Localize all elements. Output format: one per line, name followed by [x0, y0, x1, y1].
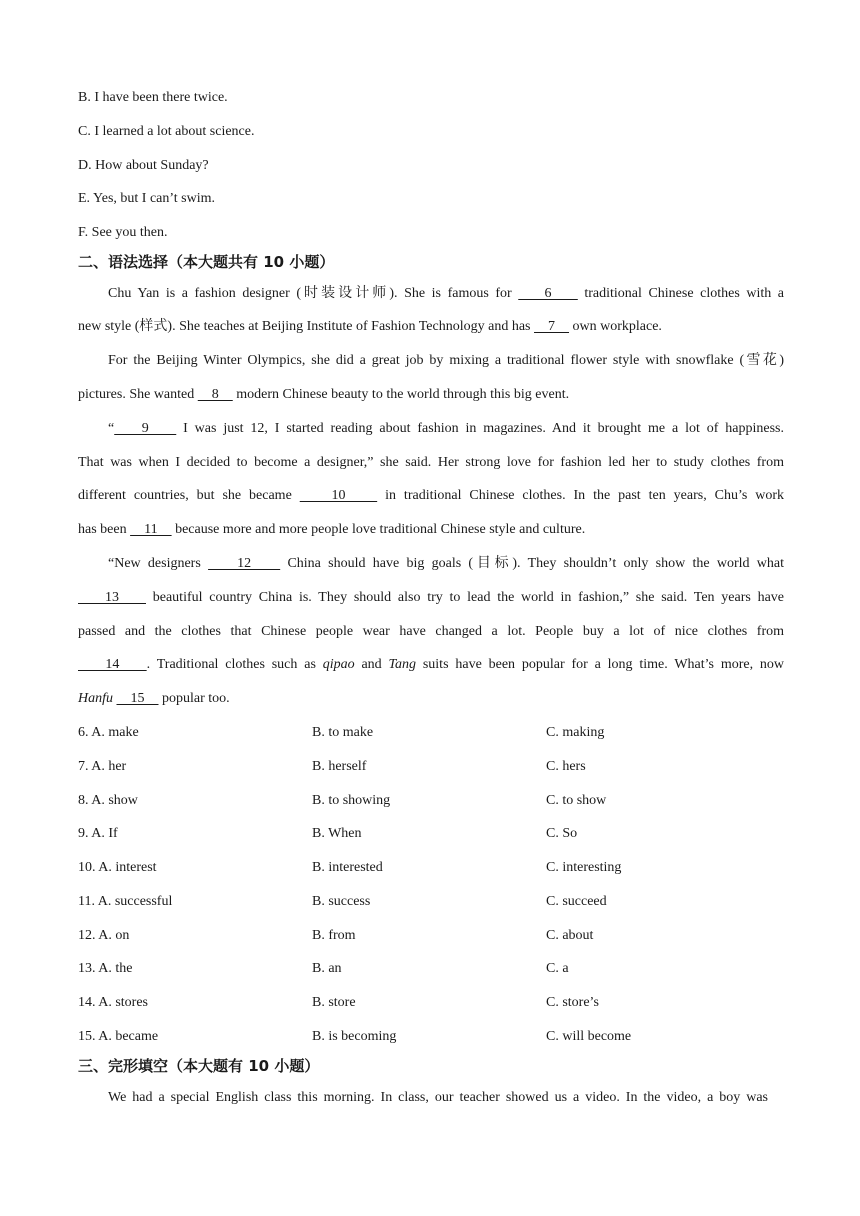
paragraph-line: That was when I decided to become a designer,” she said. Her strong love for fashion led her to study clothes from [78, 455, 784, 470]
paragraph-line: has been 11 because more and more people love traditional Chinese style and culture. [78, 522, 586, 537]
blank-9: 9 [114, 421, 177, 436]
option-a: 12. A. on [78, 928, 130, 943]
paragraph-line: 13 beautiful country China is. They should also try to lead the world in fashion,” she said. Ten years have [78, 590, 785, 605]
option-a: 9. A. If [78, 826, 118, 841]
paragraph-line: For the Beijing Winter Olympics, she did a great job by mixing a traditional flower style with snowflake (雪花) [108, 353, 784, 368]
option-a: 10. A. interest [78, 860, 157, 875]
blank-15: 15 [116, 691, 159, 706]
option-d: D. How about Sunday? [78, 158, 209, 173]
option-a: 13. A. the [78, 961, 133, 976]
paragraph-line: Chu Yan is a fashion designer (时装设计师). She is famous for 6 traditional Chinese clothes with a [108, 286, 785, 301]
paragraph-line: passed and the clothes that Chinese people wear have changed a lot. People buy a lot of nice clothes from [78, 624, 784, 639]
option-b: B. is becoming [312, 1029, 397, 1044]
paragraph-line: new style (样式). She teaches at Beijing Institute of Fashion Technology and has 7 own workplace. [78, 319, 662, 334]
option-a: 11. A. successful [78, 894, 173, 909]
blank-14: 14 [78, 657, 147, 672]
option-e: E. Yes, but I can’t swim. [78, 191, 216, 206]
option-a: 7. A. her [78, 759, 127, 774]
blank-7: 7 [534, 319, 570, 334]
section3-heading: 三、完形填空（本大题有 10 小题） [78, 1057, 320, 1075]
option-c: C. will become [546, 1029, 632, 1044]
option-c: C. store’s [546, 995, 599, 1010]
option-a: 15. A. became [78, 1029, 159, 1044]
option-b: B. from [312, 928, 356, 943]
option-b: B. an [312, 961, 342, 976]
paragraph-line: We had a special English class this morning. In class, our teacher showed us a video. In the video, a boy was [108, 1090, 768, 1105]
paragraph-line: different countries, but she became 10 in traditional Chinese clothes. In the past ten years, Chu’s work [78, 488, 785, 503]
blank-10: 10 [299, 488, 378, 503]
option-c: C. about [546, 928, 594, 943]
option-a: 8. A. show [78, 793, 138, 808]
option-c: C. succeed [546, 894, 607, 909]
paragraph-line: “ 9 I was just 12, I started reading about fashion in magazines. And it brought me a lot of happiness. [108, 421, 784, 436]
blank-8: 8 [197, 387, 233, 402]
option-b: B. When [312, 826, 362, 841]
paragraph-line: 14 . Traditional clothes such as qipao and Tang suits have been popular for a long time. What’s more, now [78, 657, 785, 672]
option-b: B. interested [312, 860, 383, 875]
option-b: B. store [312, 995, 356, 1010]
option-c: C. So [546, 826, 578, 841]
option-b: B. success [312, 894, 371, 909]
blank-13: 13 [78, 590, 146, 605]
option-a: 6. A. make [78, 725, 139, 740]
blank-11: 11 [130, 522, 172, 537]
paragraph-line: Hanfu 15 popular too. [78, 691, 230, 706]
option-c: C. to show [546, 793, 607, 808]
option-b: B. I have been there twice. [78, 90, 228, 105]
option-c: C. I learned a lot about science. [78, 124, 255, 139]
option-c: C. a [546, 961, 569, 976]
option-f: F. See you then. [78, 225, 168, 240]
paragraph-line: “New designers 12 China should have big goals (目标). They shouldn’t only show the world what [108, 556, 784, 571]
paragraph-line: pictures. She wanted 8 modern Chinese beauty to the world through this big event. [78, 387, 570, 402]
option-b: B. to make [312, 725, 374, 740]
blank-6: 6 [518, 286, 578, 301]
option-c: C. making [546, 725, 605, 740]
option-b: B. to showing [312, 793, 391, 808]
option-b: B. herself [312, 759, 367, 774]
section2-heading: 二、语法选择（本大题共有 10 小题） [78, 253, 335, 271]
option-c: C. interesting [546, 860, 622, 875]
blank-12: 12 [208, 556, 281, 571]
option-c: C. hers [546, 759, 586, 774]
option-a: 14. A. stores [78, 995, 148, 1010]
